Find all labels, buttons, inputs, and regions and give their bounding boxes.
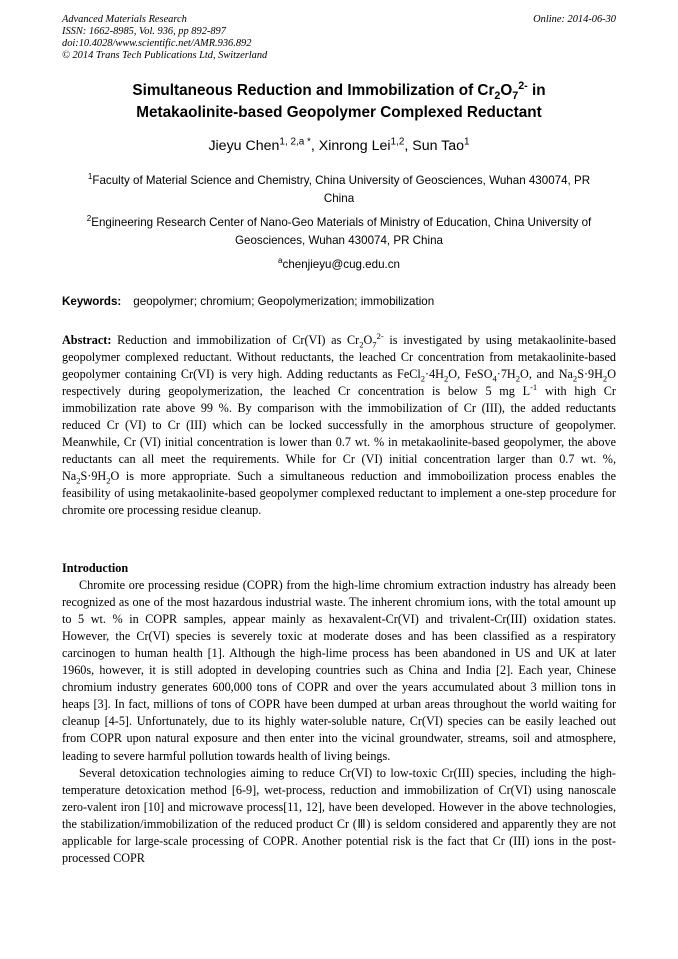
email-mark: a [278,256,283,266]
paragraph: Chromite ore processing residue (COPR) from the high-lime chromium extraction industry has already been recognized as one of the most hazardous industrial waste. The inherent chromium ions, with the total amount up to 5 wt. % in COPR samples, appear mainly as hexavalent-Cr(VI) and trivalent-Cr(III) oxidation states. However, the Cr(VI) species is severely toxic at moderate doses and has been classified as a respiratory carcinogen to human health [1]. Although the high-lime process has been abandoned in US and UK at later 1960s, however, it is still adopted in developing countries such as China and India [2]. Each year, Chinese chromium industry generates 600,000 tons of COPR and over the years accumulated about 3 million tons in heaps [3]. In fact, millions of tons of COPR have been dumped at urban areas throughout the world waiting for cleanup [4-5]. Unfortunately, due to its highly water-soluble nature, Cr(VI) species can be easily leached out from COPR upon natural exposure and then enter into the vicinal groundwater, streams, soil and atmosphere, leading to severe harmful pollution towards health of living beings. [62,578,616,763]
journal-header [62,14,616,62]
section-heading: Introduction [62,561,129,575]
title-subscript: 7 [512,90,519,103]
affiliation-text: Faculty of Material Science and Chemistry, China University of Geosciences, Wuhan 430074, PR [92,174,591,187]
subscript: 2 [572,373,578,384]
paragraph: Several detoxication technologies aiming to reduce Cr(VI) to low-toxic Cr(III) species, including the high-temperature detoxication method [6-9], wet-process, reduction and immobilization of Cr(VI) using nanoscale zero-valent iron [10] and microwave process[11, 12], have been developed. However in the above technologies, the stabilization/immobilization of the reduced product Cr (Ⅲ) is seldom considered and apparently they are not applicable for large-scale processing of COPR. Another potential risk is the fact that Cr (III) ions in the post-processed COPR [62,765,616,865]
author-affiliation-mark: 1,2 [390,136,405,148]
subscript: 2 [420,373,426,384]
abstract-text: ·4H [425,367,444,382]
affiliation-2 [62,214,616,250]
subscript: 2 [444,373,449,384]
email-address: chenjieyu@cug.edu.cn [282,258,400,271]
online-date: Online: 2014-06-30 [533,14,616,25]
abstract [62,332,616,520]
title-text: O [500,82,513,99]
author-email [62,256,616,274]
author-name: Jieyu Chen [208,138,280,154]
subscript: 2 [76,475,81,486]
issn-line: ISSN: 1662-8985, Vol. 936, pp 892-897 [62,26,226,37]
abstract-text: is investigated by using metakaolinite-based geopolymer complexed reductant. Without reductants, the leached Cr concentration from metakaolinite-based geopolymer containing Cr(VI) is very high. Adding reductants as FeCl [62,333,616,382]
abstract-text: S·9H [80,469,107,484]
abstract-text: O respectively during geopolymerization, the leached Cr concentration is below 5 mg L [62,367,616,399]
affiliation-text: Engineering Research Center of Nano-Geo Materials of Ministry of Education, China University of [91,216,592,229]
copyright-line: © 2014 Trans Tech Publications Ltd, Switzerland [62,50,268,61]
affiliation-text: China [323,192,355,205]
author-affiliation-mark: 1, 2,a * [279,136,311,148]
journal-name: Advanced Materials Research [62,14,187,25]
title-superscript: 2- [518,79,528,92]
introduction-section [62,560,616,867]
title-text: in [527,82,546,99]
author-name: , Xinrong Lei [310,138,391,154]
affiliation-mark: 2 [86,214,92,224]
abstract-text: O, FeSO [448,367,493,382]
paper-title [62,80,616,124]
abstract-text: O is more appropriate. Such a simultaneous reduction and immoboilization process enables the feasibility of using metakaolinite-based geopolymer complexed reductant to implement a one-step procedure for chromite ore processing residue cleanup. [62,469,616,518]
affiliation-mark: 1 [87,172,93,182]
abstract-text: S·9H [577,367,603,382]
keywords-text: geopolymer; chromium; Geopolymerization; immobilization [133,295,435,308]
abstract-text: ·7H [496,367,516,382]
subscript: 7 [372,339,377,350]
abstract-text: Reduction and immobilization of Cr(VI) as Cr [111,333,360,347]
superscript: 2- [376,330,384,341]
abstract-text: O [363,333,373,347]
superscript: -1 [530,382,538,393]
title-subscript: 2 [494,90,501,103]
affiliation-1 [62,172,616,208]
keywords [62,294,616,310]
title-line-2: Metakaolinite-based Geopolymer Complexed Reductant [136,104,542,121]
author-affiliation-mark: 1 [464,136,470,148]
subscript: 2 [515,373,521,384]
subscript: 4 [492,373,497,384]
subscript: 2 [359,339,364,350]
abstract-text: O, and Na [520,367,573,382]
doi-line: doi:10.4028/www.scientific.net/AMR.936.892 [62,38,252,49]
subscript: 2 [106,475,111,486]
author-list [62,137,616,155]
affiliation-text: Geosciences, Wuhan 430074, PR China [235,234,443,247]
abstract-label: Abstract: [62,333,112,347]
keywords-label: Keywords: [62,295,122,308]
author-name: , Sun Tao [404,138,465,154]
abstract-text: with high Cr immobilization rate above 99 %. By comparison with the immobilization of Cr (III), the added reductants reduced Cr (VI) to Cr (III) which can be locked successfully in the amorphous structure of geopolymer. Meanwhile, Cr (VI) initial concentration is lower than 0.7 wt. % in metakaolinite-based geopolymer, the above reductants can all meet the requirements. While for Cr (VI) initial concentration larger than 0.7 wt. %, Na [62,384,616,484]
title-text: Simultaneous Reduction and Immobilization of Cr [132,82,495,99]
subscript: 2 [602,373,608,384]
